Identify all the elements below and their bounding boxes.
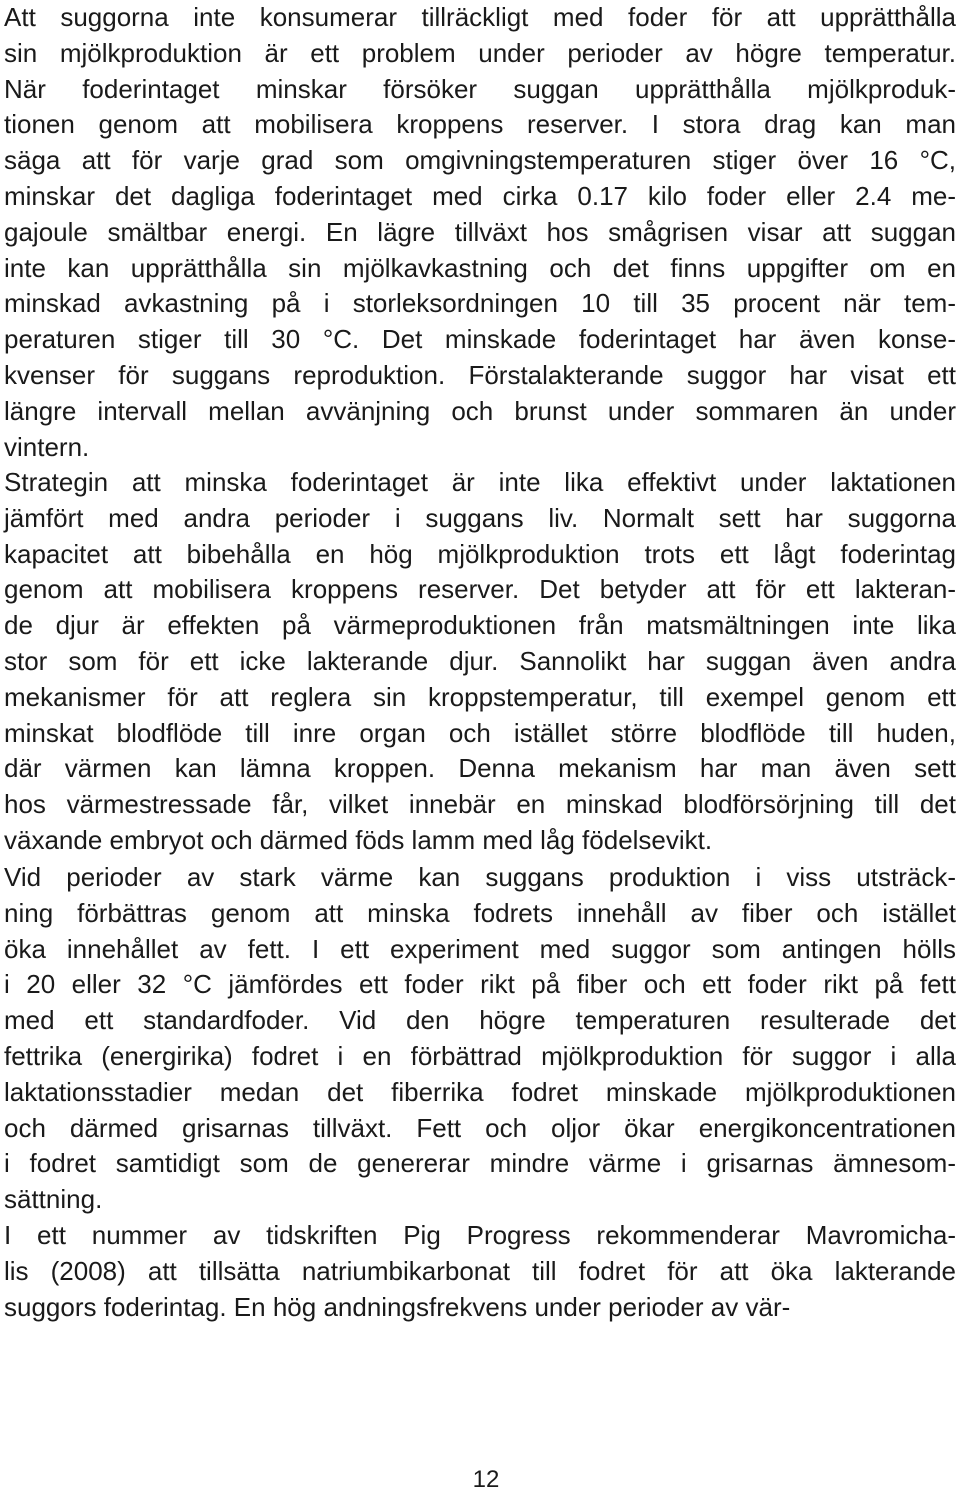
paragraph-1	[4, 0, 956, 465]
paragraph-4	[4, 1218, 956, 1325]
text-line: där värmen kan lämna kroppen. Denna mekanism har man även sett	[4, 753, 956, 784]
text-line: sin mjölkproduktion är ett problem under perioder av högre temperatur.	[4, 37, 956, 68]
text-line: peraturen stiger till 30 °C. Det minskade foderintaget har även konse-	[4, 324, 956, 355]
text-line: säga att för varje grad som omgivningstemperaturen stiger över 16 °C,	[4, 145, 956, 176]
page-number: 12	[472, 1466, 500, 1493]
text-line: mekanismer för att reglera sin kroppstemperatur, till exempel genom ett	[4, 681, 956, 712]
text-line: längre intervall mellan avvänjning och brunst under sommaren än under	[4, 395, 956, 426]
text-line: minskad avkastning på i storleksordningen 10 till 35 procent när tem-	[4, 288, 956, 319]
text-line: minskar det dagliga foderintaget med cirka 0.17 kilo foder eller 2.4 me-	[4, 180, 956, 211]
text-line: ning förbättras genom att minska fodrets innehåll av fiber och istället	[4, 897, 956, 928]
text-line: hos värmestressade får, vilket innebär en minskad blodförsörjning till det	[4, 789, 956, 820]
text-line: öka innehållet av fett. I ett experiment med suggor som antingen hölls	[4, 933, 956, 964]
text-line: i fodret samtidigt som de genererar mindre värme i grisarnas ämnesom-	[4, 1148, 956, 1179]
text-line: När foderintaget minskar försöker suggan upprätthålla mjölkproduk-	[4, 73, 956, 104]
text-line: laktationsstadier medan det fiberrika fodret minskade mjölkproduktionen	[4, 1076, 956, 1107]
text-line: jämfört med andra perioder i suggans liv. Normalt sett har suggorna	[4, 502, 956, 533]
text-line: kapacitet att bibehålla en hög mjölkproduktion trots ett lågt foderintag	[4, 538, 956, 569]
text-line: Vid perioder av stark värme kan suggans produktion i viss utsträck-	[4, 862, 956, 892]
paragraph-3	[4, 860, 956, 1218]
text-line: Strategin att minska foderintaget är inte lika effektivt under laktationen	[4, 467, 956, 497]
text-line: vintern.	[4, 431, 90, 462]
text-line: kvenser för suggans reproduktion. Förstalakterande suggor har visat ett	[4, 359, 956, 390]
text-line: fettrika (energirika) fodret i en förbättrad mjölkproduktion för suggor i alla	[4, 1040, 956, 1071]
text-line: sättning.	[4, 1184, 103, 1215]
text-line: och därmed grisarnas tillväxt. Fett och oljor ökar energikoncentrationen	[4, 1112, 956, 1143]
text-line: lis (2008) att tillsätta natriumbikarbonat till fodret för att öka lakterande	[4, 1255, 956, 1286]
text-line: tionen genom att mobilisera kroppens reserver. I stora drag kan man	[4, 109, 956, 140]
text-line: med ett standardfoder. Vid den högre temperaturen resulterade det	[4, 1005, 956, 1036]
text-line: suggors foderintag. En hög andningsfrekvens under perioder av vär-	[4, 1291, 791, 1322]
text-line: gajoule smältbar energi. En lägre tillväxt hos smågrisen visar att suggan	[4, 216, 956, 247]
text-line: genom att mobilisera kroppens reserver. Det betyder att för ett lakteran-	[4, 574, 956, 605]
text-line: de djur är effekten på värmeproduktionen från matsmältningen inte lika	[4, 610, 956, 641]
text-line: I ett nummer av tidskriften Pig Progress rekommenderar Mavromicha-	[4, 1220, 956, 1250]
text-line: minskat blodflöde till inre organ och istället större blodflöde till huden,	[4, 717, 956, 748]
text-line: växande embryot och därmed föds lamm med låg födelsevikt.	[4, 824, 713, 855]
text-line: stor som för ett icke lakterande djur. Sannolikt har suggan även andra	[4, 645, 956, 676]
text-line: Att suggorna inte konsumerar tillräckligt med foder för att upprätthålla	[4, 2, 956, 32]
paragraph-2	[4, 465, 956, 859]
text-line: inte kan upprätthålla sin mjölkavkastning och det finns uppgifter om en	[4, 252, 956, 283]
text-line: i 20 eller 32 °C jämfördes ett foder rikt på fiber och ett foder rikt på fett	[4, 969, 956, 1000]
